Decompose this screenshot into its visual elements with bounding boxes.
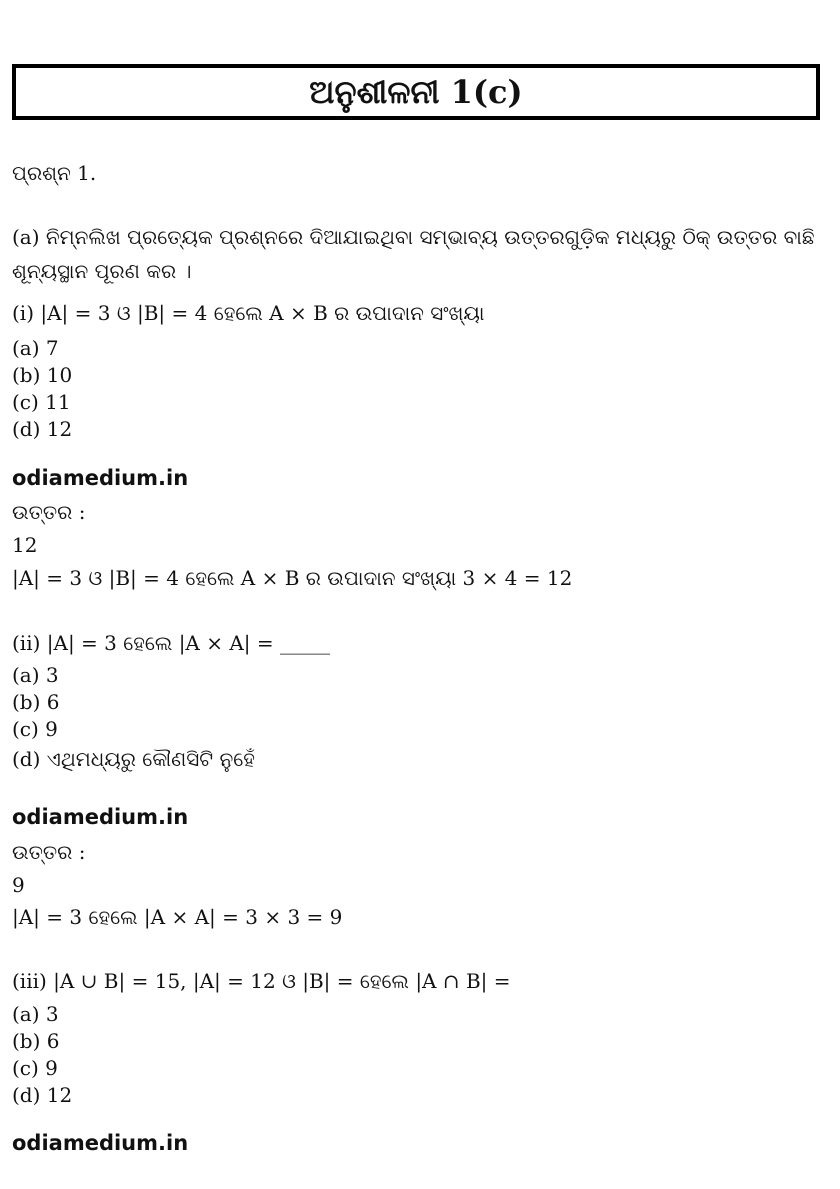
q2-option-b: (b) 6 xyxy=(12,690,60,714)
q1-answer-label: ଉତ୍ତର : xyxy=(12,500,86,524)
q1-option-b: (b) 10 xyxy=(12,363,73,387)
q2-explanation: |A| = 3 ହେଲେ |A × A| = 3 × 3 = 9 xyxy=(12,905,343,929)
q1-option-a: (a) 7 xyxy=(12,336,59,360)
exercise-title-box xyxy=(12,64,820,120)
q1-option-d: (d) 12 xyxy=(12,417,73,441)
q3-option-c: (c) 9 xyxy=(12,1056,58,1080)
q1-option-c: (c) 11 xyxy=(12,390,71,414)
exercise-title: ଅନୁଶୀଳନୀ 1(c) xyxy=(309,72,523,111)
question-label: ପ୍ରଶ୍ନ 1. xyxy=(12,161,97,185)
q2-question: (ii) |A| = 3 ହେଲେ |A × A| = _____ xyxy=(12,631,330,655)
q2-answer-label: ଉତ୍ତର : xyxy=(12,840,86,864)
q2-option-d: (d) ଏଥିମଧ୍ୟରୁ କୌଣସିଟି ନୁହେଁ xyxy=(12,747,255,771)
q3-question: (iii) |A ∪ B| = 15, |A| = 12 ଓ |B| = ହେଲେ |A ∩ B| = xyxy=(12,969,511,993)
instruction-text: (a) ନିମ୍ନଲିଖ ପ୍ରତ୍ୟେକ ପ୍ରଶ୍ନରେ ଦିଆଯାଇଥିବା ସମ୍ଭାବ୍ୟ ଉତ୍ତରଗୁଡ଼ିକ ମଧ୍ୟରୁ ଠିକ୍ ଉତ୍ତର ବାଛି ଶୂନ୍ୟସ୍ଥାନ ପୂରଣ କର । xyxy=(12,225,815,283)
q3-option-d: (d) 12 xyxy=(12,1083,73,1107)
q1-question: (i) |A| = 3 ଓ |B| = 4 ହେଲେ A × B ର ଉପାଦାନ ସଂଖ୍ୟା xyxy=(12,301,485,325)
site-watermark: odiamedium.in xyxy=(12,466,189,490)
q3-option-b: (b) 6 xyxy=(12,1029,60,1053)
q2-option-c: (c) 9 xyxy=(12,717,58,741)
q2-answer: 9 xyxy=(12,873,25,897)
q2-option-a: (a) 3 xyxy=(12,663,59,687)
q1-explanation: |A| = 3 ଓ |B| = 4 ହେଲେ A × B ର ଉପାଦାନ ସଂଖ୍ୟା 3 × 4 = 12 xyxy=(12,566,573,590)
site-watermark: odiamedium.in xyxy=(12,805,189,829)
q1-answer: 12 xyxy=(12,533,38,557)
q3-option-a: (a) 3 xyxy=(12,1002,59,1026)
site-watermark: odiamedium.in xyxy=(12,1131,189,1155)
